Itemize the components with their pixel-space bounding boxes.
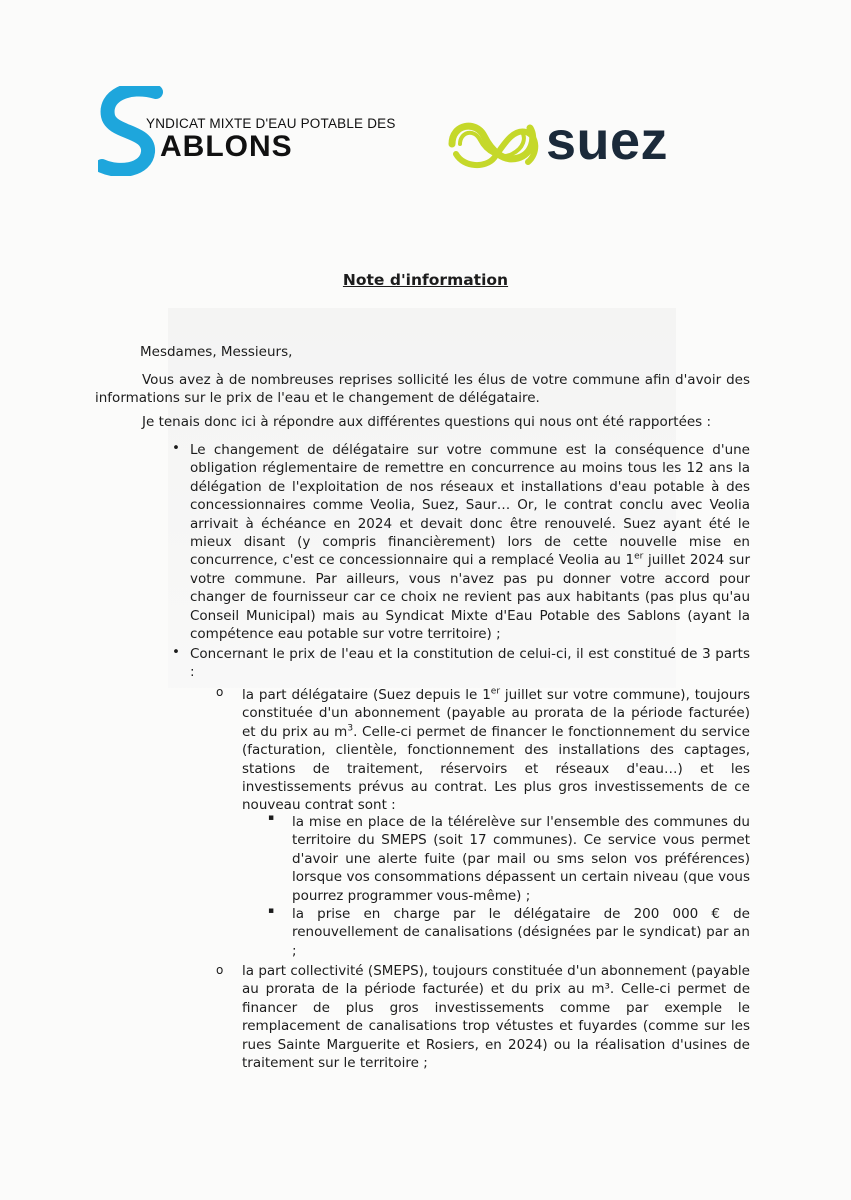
bullet1-sup: er [634,551,644,562]
sub1-text-b: juillet sur votre commune), toujours constituée d'un abonnement (payable au prorata de la période facturée) et du prix au m [242,687,750,740]
bullet-marker: • [172,440,180,456]
sub-item-collectivite-part: la part collectivité (SMEPS), toujours constituée d'un abonnement (payable au prorata de la période facturée) et du prix au m³. Celle-ci permet de financer de plus gros investissements comme par exemple le remplacement de canalisations trop vétustes et fuyardes (comme sur les rues Sainte Marguerite et Rosiers, en 2024) ou la réalisation d'usines de traitement sur le territoire ; [242,963,750,1072]
smeps-logo [98,86,396,176]
bullet1-text-a: Le changement de délégataire sur votre commune est la conséquence d'une obligation réglementaire de remettre en concurrence au moins tous les 12 ans la délégation de l'exploitation de nos réseaux et installations d'eau potable à des concessionnaires comme Veolia, Suez, Saur… Or, le contrat conclu avec Veolia arrivait à échéance en 2024 et devait donc être renouvelé. Suez ayant été le mieux disant (y compris financièrement) lors de cette nouvelle mise en concurrence, c'est ce concessionnaire qui a remplacé Veolia au 1 [190,442,750,569]
sub1-text-c: . Celle-ci permet de financer le fonctionnement du service (facturation, clientèle, fonctionnement des installations des captages, stations de traitement, réservoirs et réseaux d'eau…) et les investissements prévus au contrat. Les plus gros investissements de ce nouveau contrat sont : [242,723,750,814]
intro-paragraph: Vous avez à de nombreuses reprises sollicité les élus de votre commune afin d'avoir des informations sur le prix de l'eau et le changement de délégataire. [95,372,750,407]
bullet-marker: • [172,644,180,660]
circle-bullet-marker: o [216,685,224,699]
lead-paragraph: Je tenais donc ici à répondre aux différentes questions qui nous ont été rapportées : [142,414,712,430]
bullet1-text-b: juillet 2024 sur votre commune. Par ailleurs, vous n'avez pas pu donner votre accord pour changer de fournisseur car ce choix ne revient pas aux habitants (pas plus qu'au Conseil Municipal) mais au Syndicat Mixte d'Eau Potable des Sablons (ayant la compétence eau potable sur votre territoire) ; [190,552,750,643]
suez-logo [446,111,686,174]
sub1-text-a: la part délégataire (Suez depuis le 1 [242,687,491,703]
sub1-sup2: 3 [347,723,354,734]
sub1-sup: er [490,686,501,697]
bullet-price-composition: Concernant le prix de l'eau et la constitution de celui-ci, il est constitué de 3 parts : [190,646,750,681]
suez-wave-icon [446,114,542,174]
page-title: Note d'information [342,271,509,289]
smeps-s-swirl-icon [98,86,168,176]
sub-item-delegataire-part [242,686,750,815]
investment-item: la mise en place de la télérelève sur l'ensemble des communes du territoire du SMEPS (soit 17 communes). Ce service vous permet d'avoir une alerte fuite (par mail ou sms selon vos préférences) lorsque vos consommations dépassent un certain niveau (que vous pourrez programmer vous-même) ; [292,814,750,904]
salutation: Mesdames, Messieurs, [140,344,293,360]
smeps-logo-line1: YNDICAT MIXTE D'EAU POTABLE DES [146,116,396,131]
square-bullet-marker: ▪ [268,813,275,823]
suez-wordmark: suez [546,111,669,171]
circle-bullet-marker: o [216,963,224,977]
investment-item: la prise en charge par le délégataire de 200 000 € de renouvellement de canalisations (désignées par le syndicat) par an ; [292,906,750,959]
smeps-logo-line2: ABLONS [160,130,293,163]
bullet-delegataire-change [190,441,750,643]
square-bullet-marker: ▪ [268,906,275,916]
